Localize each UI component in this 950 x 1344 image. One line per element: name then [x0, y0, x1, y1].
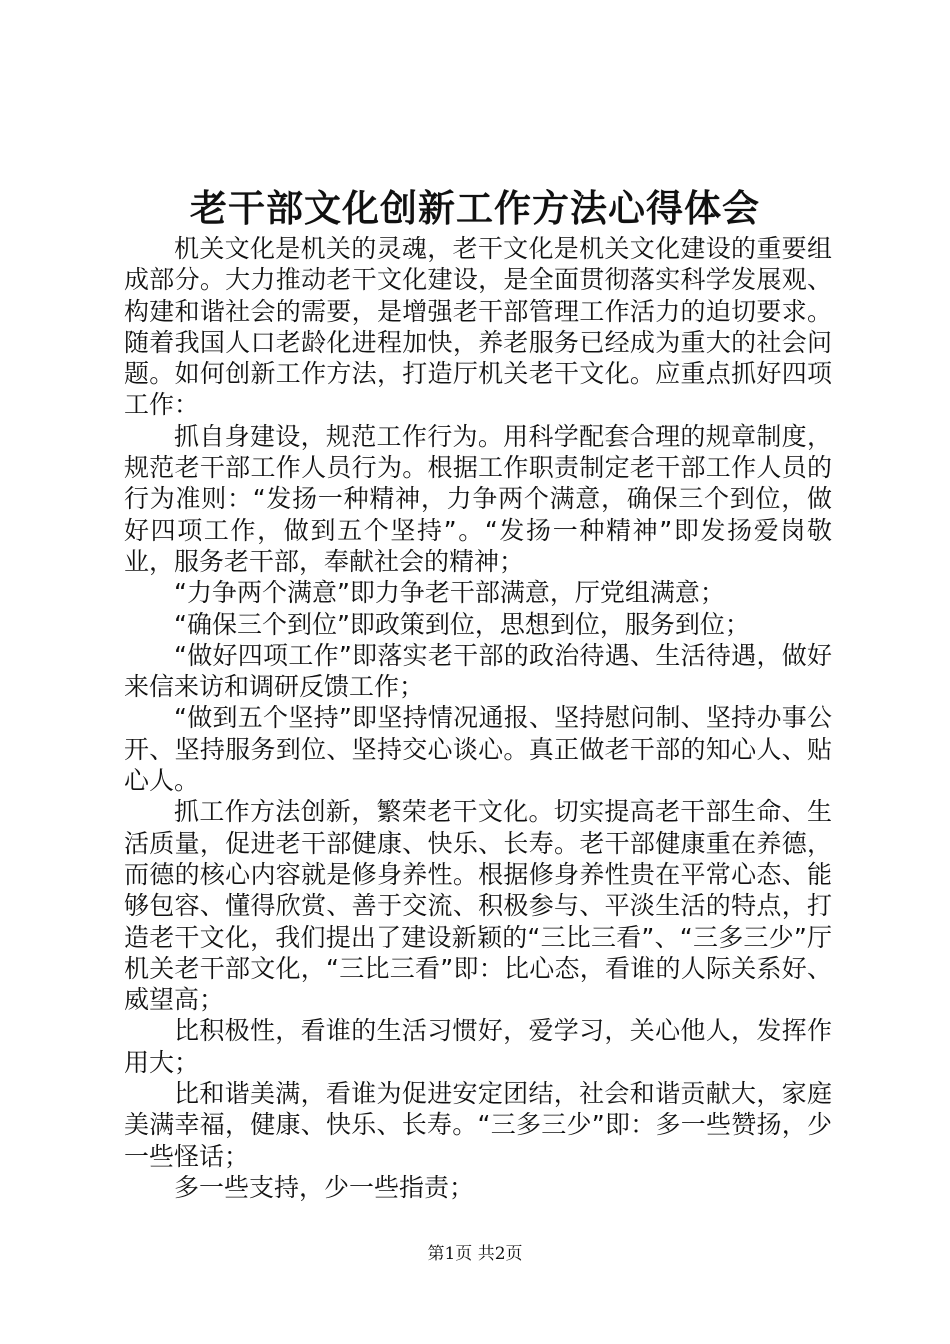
- paragraph-three-in-place: “确保三个到位”即政策到位，思想到位，服务到位；: [174, 609, 750, 639]
- paragraph-method-innovation: 抓工作方法创新，繁荣老干文化。切实提高老干部生命、生活质量，促进老干部健康、快乐、长寿。老干部健康重在养德，而德的核心内容就是修身养性。根据修身养性贵在平常心态、能够包容、懂得欣赏、善于交流、积极参与、平淡生活的特点，打造老干文化，我们提出了建设新颖的“三比三看”、“三多三少”厅机关老干部文化，“三比三看”即：比心态，看谁的人际关系好、威望高；: [124, 797, 832, 1015]
- paragraph-four-tasks: “做好四项工作”即落实老干部的政治待遇、生活待遇，做好来信来访和调研反馈工作；: [124, 640, 832, 702]
- document-body: [124, 233, 832, 1203]
- paragraph-more-support: 多一些支持，少一些指责；: [174, 1172, 475, 1202]
- paragraph-self-construction: 抓自身建设，规范工作行为。用科学配套合理的规章制度，规范老干部工作人员行为。根据工作职责制定老干部工作人员的行为准则：“发扬一种精神，力争两个满意，确保三个到位，做好四项工作，做到五个坚持”。“发扬一种精神”即发扬爱岗敬业，服务老干部，奉献社会的精神；: [124, 421, 832, 576]
- document-title: 老干部文化创新工作方法心得体会: [190, 186, 760, 230]
- paragraph-compare-initiative: 比积极性，看谁的生活习惯好，爱学习，关心他人，发挥作用大；: [124, 1016, 832, 1077]
- page-footer: 第1页 共2页: [427, 1244, 523, 1264]
- paragraph-five-persistences: “做到五个坚持”即坚持情况通报、坚持慰问制、坚持办事公开、坚持服务到位、坚持交心谈心。真正做老干部的知心人、贴心人。: [124, 703, 832, 796]
- paragraph-intro: 机关文化是机关的灵魂，老干文化是机关文化建设的重要组成部分。大力推动老干文化建设，是全面贯彻落实科学发展观、构建和谐社会的需要，是增强老干部管理工作活力的迫切要求。随着我国人口老龄化进程加快，养老服务已经成为重大的社会问题。如何创新工作方法，打造厅机关老干文化。应重点抓好四项工作：: [124, 234, 832, 420]
- paragraph-compare-harmony: 比和谐美满，看谁为促进安定团结，社会和谐贡献大，家庭美满幸福，健康、快乐、长寿。“三多三少”即：多一些赞扬，少一些怪话；: [124, 1079, 832, 1171]
- paragraph-two-satisfactions: “力争两个满意”即力争老干部满意，厅党组满意；: [174, 578, 725, 608]
